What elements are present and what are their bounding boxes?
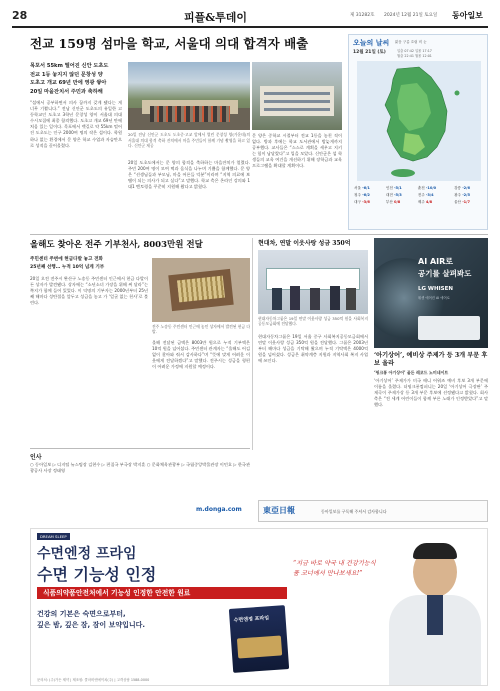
lead-body-col2: 20일 도초도에서는 문 양의 합격을 축하하는 마을잔치가 열렸다. 주민 200여 명이 모여 떡과 음식을 나누며 기쁨을 함께했다. 문 양은 “선생님들과 부모님, 마을 어른들 덕분”이라며 “지역 의료에 보탬이 되는 의사가 되고 싶다”고 말했다. 학교 측은 온라인 강의와 1대1 멘토링을 꾸준히 지원해 왔다고 밝혔다. xyxy=(128,160,250,190)
legend-item: 눈 xyxy=(423,40,427,44)
lead-subhead: 20일 마을잔치서 주민과 축하해 xyxy=(30,88,103,95)
city-temp: 청주 -6/2 xyxy=(354,193,370,197)
story2-photo xyxy=(152,258,250,322)
story2-body-col2: 올해 전달된 금액은 8003만 원으로 누적 기부액은 10억 원을 넘어섰다. 주민센터 관계자는 “올해도 어김없이 찾아와 줘서 감사하다”며 “뜻에 맞게 어려운 이웃에게 전달하겠다”고 말했다. 전주시는 성금을 형편이 어려운 가정에 지원할 예정이다. xyxy=(152,340,250,370)
lead-photo-small xyxy=(252,62,342,130)
column-rule xyxy=(252,238,253,450)
weather-date: 12월 21일 (토) xyxy=(353,50,386,55)
donga-ad xyxy=(258,500,488,522)
people-text: ○ 동아일보 ▷ 디지털 뉴스팀장 김현수 ▷ 편집국 부국장 박지훈 ○ 문화체육관광부 ▷ 국립중앙박물관장 이민호 ▷ 한국관광공사 사장 정태영 xyxy=(30,462,250,474)
issue-date: 2024년 12월 21일 토요일 xyxy=(384,13,438,18)
city-temp: 광주 -2/5 xyxy=(454,193,470,197)
story2-subhead: 주민센터 주변에 현금다발 놓고 전화 xyxy=(30,257,103,262)
donga-logo: 東亞日報 xyxy=(263,505,295,515)
legend-item: 구름 xyxy=(402,40,410,44)
sunset: 일몰 17:17 xyxy=(414,49,432,53)
story2-headline: 올해도 찾아온 전주 기부천사, 8003만원 전달 xyxy=(30,240,203,250)
lead-body-col3: 문 양은 중학교 시절부터 전교 1등을 놓친 적이 없다. 방과 후에는 학교 도서관에서 밤늦게까지 공부했다. 교사들은 “스스로 계획을 세우고 지키는 힘이 남달랐다”고 입을 모았다. 신안군은 섬 학생들의 교육 여건을 개선하기 위해 장학금과 교육 프로그램을 확대할 계획이다. xyxy=(252,133,342,169)
story2-subheads xyxy=(30,256,150,271)
city-temp: 춘천 -10/0 xyxy=(417,186,437,190)
city-temp-grid xyxy=(353,185,485,206)
sunrise: 일출 07:42 xyxy=(397,49,414,53)
page-number: 28 xyxy=(12,9,28,22)
story3-body: 현대자동차그룹은 19일 서울 중구 사회복지공동모금회에서 연말 이웃사랑 성금 350억 원을 전달했다. 그룹은 2003년부터 해마다 성금을 기탁해 왔으며 누적 기탁액은 4000억 원을 넘어섰다. 성금은 취약계층 지원과 지역사회 복지 사업에 쓰인다. xyxy=(258,334,368,364)
lead-subheads xyxy=(30,62,122,96)
edition-number: 제 31282호 xyxy=(350,13,375,18)
page-header xyxy=(12,6,488,26)
sleep-ad-title1: 수면엔정 프라임 xyxy=(37,546,137,562)
story2-photo-caption: 전주 노송동 주민센터 인근에 놓인 상자에서 발견된 현금 다발. xyxy=(152,324,250,335)
story2-subhead: 25년째 선행… 누적 10억 넘게 기부 xyxy=(30,264,105,270)
sleep-ad-product-box xyxy=(229,605,289,673)
story4-sub: ‘핑크퐁 아기상어’ 골든 레코드 노미네이트 xyxy=(374,370,449,375)
lead-body-col1: “섬에서 공부하면서 의사 꿈까지 갖게 됐다는 게 너무 기쁩니다.” 전남 신안군 도초도의 유일한 고등학교인 도초고 3학년 문창성 양이 서울대 의대 수시모집에 최종 합격했다. 도초고 개교 69년 만에 처음 있는 일이다. 목포에서 뱃길로 약 55km 떨어진 도초도는 인구 2000여 명의 작은 섬이다. 학원 하나 없는 환경에서 문 양은 학교 수업과 자습만으로 성적을 끌어올렸다. xyxy=(30,100,122,148)
lg-ad xyxy=(374,238,488,348)
weather-legend xyxy=(395,40,487,45)
city-temp: 인천 -5/1 xyxy=(385,186,402,190)
sleep-ad-model xyxy=(383,539,487,686)
donga-url[interactable]: m.donga.com xyxy=(196,506,242,513)
sleep-ad-footer: 문의처: (주)가든 제약 | 제조원: 콜마비앤에이치(주) | 고객상담 1588-0000 xyxy=(37,678,150,682)
section-rule xyxy=(30,234,488,235)
lg-ad-slogan: 공기를 살펴봐도 xyxy=(418,269,472,278)
story4-body: ‘아기상어’ 주제가가 미국 애니 어워즈 예비 후보 3개 부문에 이름을 올렸다. 더핑크퐁컴퍼니는 20일 ‘아기상어 극장판’ 주제곡이 주제가상 등 3개 부문 후보에 선정됐다고 밝혔다. 회사 측은 “전 세계 어린이들이 함께 부른 노래가 인정받았다”고 말했다. xyxy=(374,378,488,408)
lg-ad-headline: AI AIR로 xyxy=(418,257,454,266)
sleep-ad-tag: DREAM SLEEP xyxy=(37,533,70,540)
city-temp: 강릉 -2/6 xyxy=(454,186,470,190)
moonset: 월몰 12:01 xyxy=(414,53,432,58)
city-temp: 전주 -3/4 xyxy=(417,193,434,197)
legend-item: 맑음 xyxy=(395,40,402,44)
sun-moon-info xyxy=(397,49,487,58)
sleep-ad-title2: 수면 기능성 인정 xyxy=(37,565,157,584)
city-temp: 대전 -5/3 xyxy=(385,193,402,197)
story2-body-col1: 20일 오전 전주시 완산구 노송동 주민센터 인근에서 현금 다발이 든 상자가 발견됐다. 상자에는 “소년소녀 가장을 위해 써 달라”는 쪽지가 함께 들어 있었다. 이 익명의 기부자는 2000년부터 25년째 해마다 성탄절을 앞두고 성금을 놓고 가 ‘얼굴 없는 천사’로 불린다. xyxy=(30,276,148,306)
paper-name: 동아일보 xyxy=(452,10,483,20)
lead-headline: 전교 159명 섬마을 학교, 서울대 의대 합격자 배출 xyxy=(30,36,309,51)
header-rule xyxy=(12,26,488,28)
donga-ad-text: 동아일보를 구독해 주셔서 감사합니다 xyxy=(321,509,387,514)
sleep-ad-banner-text: 식품의약품안전처에서 기능성 인정한 안전한 원료 xyxy=(43,589,191,597)
story4-headline: ‘아기상어’, 예비상 주제가 등 3개 부문 후보 올라 xyxy=(374,352,488,367)
city-temp: 울산 -1/7 xyxy=(454,200,470,204)
lg-ad-product xyxy=(418,316,480,340)
weather-map xyxy=(357,61,481,181)
lg-ad-note: 휘센 에어컨 AI 에어로 xyxy=(418,296,450,300)
story3-caption: 현대자동차그룹은 19일 연말 이웃사랑 성금 350억 원을 사회복지공동모금회에 전달했다. xyxy=(258,316,368,327)
lead-subhead: 도초고 개교 69년 만에 영광 쌓아 xyxy=(30,80,107,86)
city-temp-table xyxy=(353,185,485,206)
sleep-ad-line2: 깊은 밤, 깊은 잠, 잠이 보약입니다. xyxy=(37,621,146,629)
sleep-ad-product-name: 수면엔정 프라임 xyxy=(233,615,270,624)
sleep-ad-handwrite: “지금 바로 약국 내 건강기능식품 코너에서 만나보세요!” xyxy=(293,560,376,577)
weather-title: 오늘의 날씨 xyxy=(353,39,390,47)
sleep-ad xyxy=(30,528,488,686)
lead-photo-caption: 20일 전남 신안군 도초도 도초중·고교 앞에서 열린 문창성 양(가운데)의 서울대 의대 합격 축하 잔치에서 마을 주민들이 함께 기념 촬영을 하고 있다. 신안군 제공 xyxy=(128,132,250,148)
lead-subhead: 전교 1등 놓지지 않던 문창성 양 xyxy=(30,71,103,78)
moonrise: 월출 22:41 xyxy=(397,53,414,58)
weather-box xyxy=(348,34,488,230)
lead-subhead: 목포서 55km 떨어진 신안 도초도 xyxy=(30,63,109,69)
lead-photo xyxy=(128,62,250,130)
people-rule xyxy=(30,448,250,449)
story3-photo xyxy=(258,250,368,314)
people-title: 인사 xyxy=(30,454,42,461)
city-temp: 서울 -6/1 xyxy=(354,186,370,190)
city-temp: 부산 0/8 xyxy=(385,200,401,204)
sleep-ad-line1: 건강의 기본은 숙면으로부터, xyxy=(37,610,126,618)
lg-ad-brand: LG WHISEN xyxy=(418,286,453,292)
city-temp: 제주 4/8 xyxy=(417,200,433,204)
story3-headline: 현대차, 연말 이웃사랑 성금 350억 xyxy=(258,240,351,247)
city-temp: 대구 -3/6 xyxy=(354,200,370,204)
sleep-ad-banner xyxy=(37,587,287,599)
legend-item: 흐림 xyxy=(410,40,418,44)
legend-item: 비 xyxy=(418,40,423,44)
section-title: 피플&투데이 xyxy=(184,11,248,24)
